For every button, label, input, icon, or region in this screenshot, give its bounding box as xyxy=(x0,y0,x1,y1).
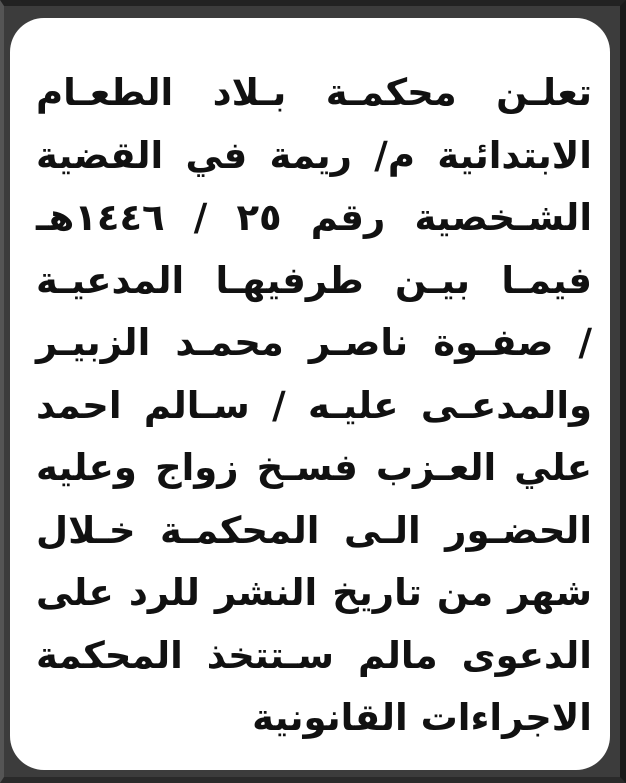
notice-line: الابتدائية م/ ريمة في القضية xyxy=(36,133,592,177)
notice-line: / صفـوة ناصـر محمـد الزبيـر xyxy=(36,321,592,364)
notice-text xyxy=(36,62,592,750)
notice-line: تعلـن محكمـة بـلاد الطعـام xyxy=(36,71,592,114)
notice-card xyxy=(10,18,610,770)
notice-line: فيمـا بيـن طرفيهـا المدعيـة xyxy=(36,258,592,302)
notice-line: الشـخصية رقم ٢٥ / ١٤٤٦هـ xyxy=(36,196,593,239)
notice-line: الحضـور الـى المحكمـة خـلال xyxy=(36,508,592,552)
notice-line: شهر من تاريخ النشر للرد على xyxy=(36,571,592,614)
notice-line: الاجراءات القانونية xyxy=(252,696,592,739)
notice-line: علي العـزب فسـخ زواج وعليه xyxy=(36,446,592,489)
notice-line: الدعوى مالم سـتتخذ المحكمة xyxy=(36,633,592,677)
notice-line: والمدعـى عليـه / سـالم احمد xyxy=(36,383,592,427)
